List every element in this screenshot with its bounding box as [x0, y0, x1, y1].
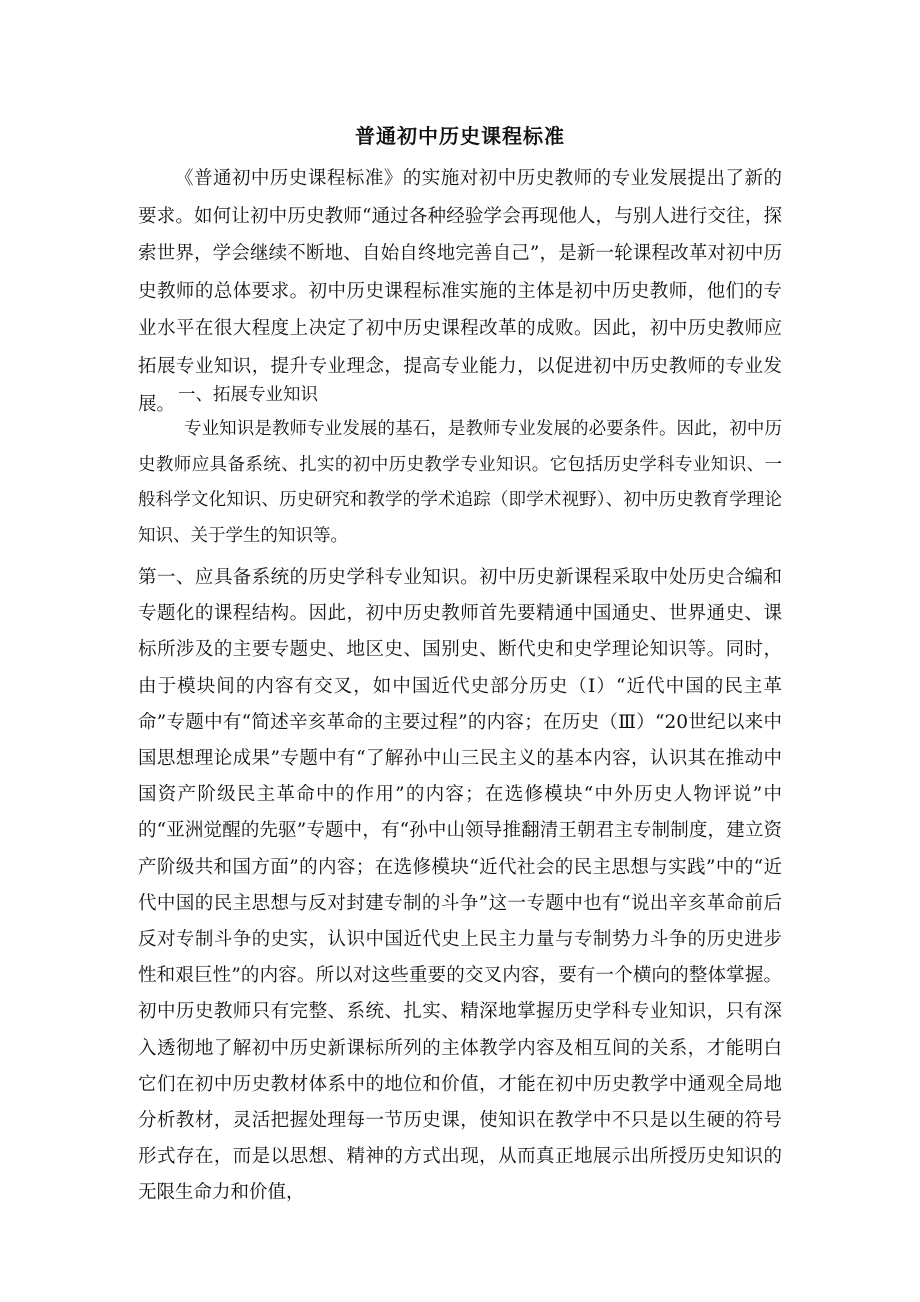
document-title: 普通初中历史课程标准 — [355, 124, 565, 148]
point-one-paragraph: 第一、应具备系统的历史学科专业知识。初中历史新课程采取中处历史合编和专题化的课程结构。因此，初中历史教师首先要精通中国通史、世界通史、课标所涉及的主要专题史、地区史、国别史、断代史和史学理论知识等。同时，由于模块间的内容有交叉，如中国近代史部分历史（Ⅰ）“近代中国的民主革命”专题中有“简述辛亥革命的主要过程”的内容；在历史（Ⅲ）“20世纪以来中国思想理论成果”专题中有“了解孙中山三民主义的基本内容，认识其在推动中国资产阶级民主革命中的作用”的内容；在选修模块“中外历史人物评说”中的“亚洲觉醒的先驱”专题中，有“孙中山领导推翻清王朝君主专制制度，建立资产阶级共和国方面”的内容；在选修模块“近代社会的民主思想与实践”中的“近代中国的民主思想与反对封建专制的斗争”这一专题中也有“说出辛亥革命前后反对专制斗争的史实，认识中国近代史上民主力量与专制势力斗争的历史进步性和艰巨性”的内容。所以对这些重要的交叉内容，要有一个横向的整体掌握。初中历史教师只有完整、系统、扎实、精深地掌握历史学科专业知识，只有深入透彻地了解初中历史新课标所列的主体教学内容及相互间的关系，才能明白它们在初中历史教材体系中的地位和价值，才能在初中历史教学中通观全局地分析教材，灵活把握处理每一节历史课，使知识在教学中不只是以生硬的符号形式存在，而是以思想、精神的方式出现，从而真正地展示出所授历史知识的无限生命力和价值， — [138, 567, 782, 1204]
section-one-paragraph: 专业知识是教师专业发展的基石，是教师专业发展的必要条件。因此，初中历史教师应具备系统、扎实的初中历史教学专业知识。它包括历史学科专业知识、一般科学文化知识、历史研究和教学的学术追踪（即学术视野）、初中历史教育学理论知识、关于学生的知识等。 — [138, 419, 782, 546]
intro-paragraph: 《普通初中历史课程标准》的实施对初中历史教师的专业发展提出了新的要求。如何让初中历史教师“通过各种经验学会再现他人，与别人进行交往，探索世界，学会继续不断地、自始自终地完善自己”，是新一轮课程改革对初中历史教师的总体要求。初中历史课程标准实施的主体是初中历史教师，他们的专业水平在很大程度上决定了初中历史课程改革的成败。因此，初中历史教师应拓展专业知识，提升专业理念，提高专业能力，以促进初中历史教师的专业发展。 — [138, 168, 782, 415]
section-one-heading: 一、拓展专业知识 — [178, 385, 318, 405]
